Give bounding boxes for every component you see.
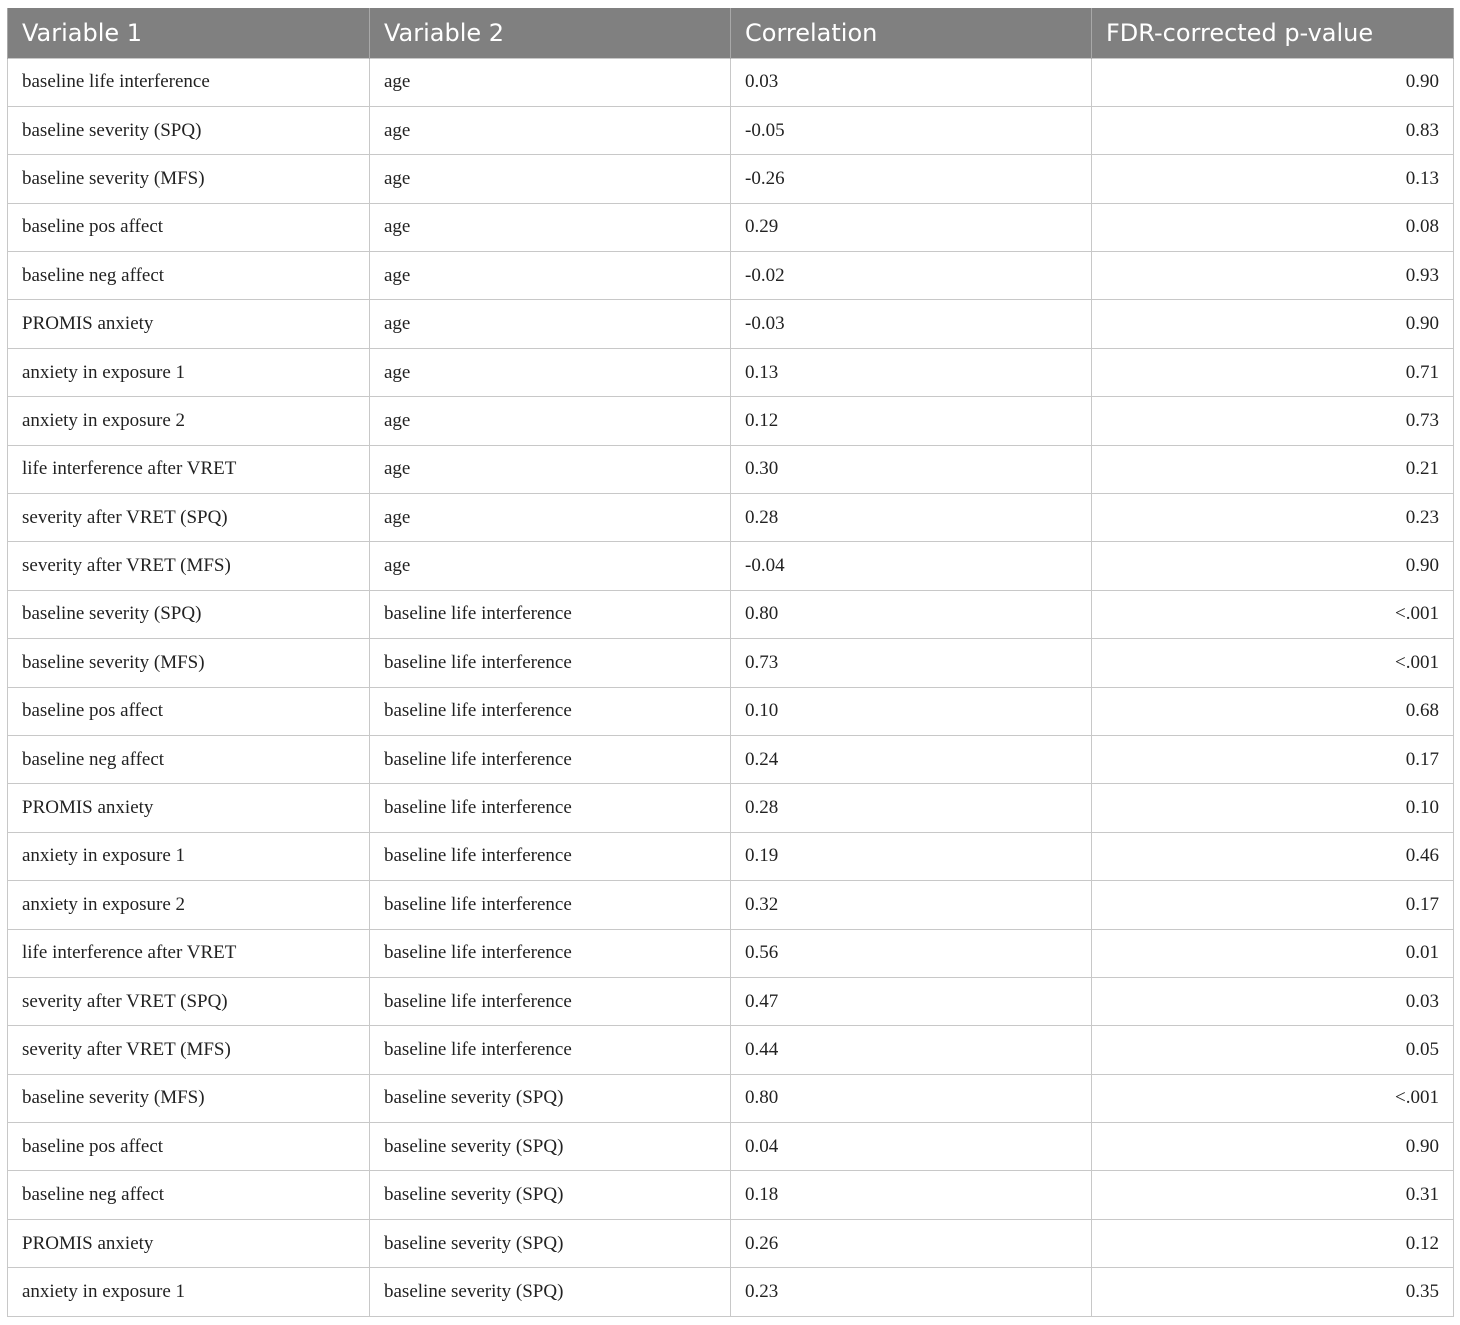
table-row xyxy=(8,252,1454,300)
p-value-cell: 0.90 xyxy=(1092,542,1454,590)
table-header xyxy=(8,8,1454,58)
table-body xyxy=(8,58,1454,1316)
header-correlation: Correlation xyxy=(731,8,1092,58)
p-value-cell: 0.17 xyxy=(1092,881,1454,929)
correlation-cell: -0.03 xyxy=(731,300,1092,348)
table-row xyxy=(8,639,1454,687)
variable-2-cell: baseline severity (SPQ) xyxy=(370,1268,731,1316)
table-row xyxy=(8,1123,1454,1171)
header-variable-1: Variable 1 xyxy=(8,8,370,58)
variable-1-cell: baseline pos affect xyxy=(8,687,370,735)
p-value-cell: 0.73 xyxy=(1092,397,1454,445)
table-row xyxy=(8,1171,1454,1219)
variable-1-cell: PROMIS anxiety xyxy=(8,300,370,348)
p-value-cell: 0.17 xyxy=(1092,735,1454,783)
p-value-cell: 0.71 xyxy=(1092,348,1454,396)
p-value-cell: <.001 xyxy=(1092,639,1454,687)
variable-1-cell: life interference after VRET xyxy=(8,445,370,493)
correlation-cell: -0.04 xyxy=(731,542,1092,590)
variable-2-cell: age xyxy=(370,397,731,445)
variable-1-cell: baseline severity (MFS) xyxy=(8,1074,370,1122)
variable-1-cell: anxiety in exposure 1 xyxy=(8,348,370,396)
variable-2-cell: baseline life interference xyxy=(370,977,731,1025)
variable-2-cell: age xyxy=(370,348,731,396)
table-row xyxy=(8,735,1454,783)
header-fdr-p-value: FDR-corrected p-value xyxy=(1092,8,1454,58)
variable-1-cell: PROMIS anxiety xyxy=(8,1219,370,1267)
variable-2-cell: age xyxy=(370,58,731,106)
p-value-cell: 0.31 xyxy=(1092,1171,1454,1219)
variable-2-cell: age xyxy=(370,494,731,542)
variable-2-cell: baseline life interference xyxy=(370,639,731,687)
p-value-cell: 0.35 xyxy=(1092,1268,1454,1316)
table-row xyxy=(8,58,1454,106)
variable-2-cell: age xyxy=(370,252,731,300)
variable-2-cell: baseline life interference xyxy=(370,590,731,638)
p-value-cell: 0.90 xyxy=(1092,300,1454,348)
p-value-cell: 0.08 xyxy=(1092,203,1454,251)
variable-1-cell: severity after VRET (MFS) xyxy=(8,1026,370,1074)
variable-2-cell: age xyxy=(370,445,731,493)
p-value-cell: 0.21 xyxy=(1092,445,1454,493)
correlation-cell: -0.26 xyxy=(731,155,1092,203)
correlation-cell: 0.30 xyxy=(731,445,1092,493)
variable-2-cell: baseline severity (SPQ) xyxy=(370,1171,731,1219)
variable-2-cell: baseline life interference xyxy=(370,687,731,735)
p-value-cell: 0.03 xyxy=(1092,977,1454,1025)
table-row xyxy=(8,155,1454,203)
p-value-cell: <.001 xyxy=(1092,590,1454,638)
variable-2-cell: baseline life interference xyxy=(370,1026,731,1074)
correlation-cell: 0.10 xyxy=(731,687,1092,735)
table-row xyxy=(8,300,1454,348)
table-row xyxy=(8,203,1454,251)
variable-1-cell: anxiety in exposure 1 xyxy=(8,832,370,880)
variable-1-cell: severity after VRET (SPQ) xyxy=(8,494,370,542)
table-row xyxy=(8,881,1454,929)
table-row xyxy=(8,1026,1454,1074)
variable-2-cell: age xyxy=(370,300,731,348)
p-value-cell: 0.12 xyxy=(1092,1219,1454,1267)
correlation-cell: 0.29 xyxy=(731,203,1092,251)
p-value-cell: 0.23 xyxy=(1092,494,1454,542)
variable-2-cell: baseline life interference xyxy=(370,735,731,783)
variable-1-cell: baseline pos affect xyxy=(8,203,370,251)
variable-2-cell: age xyxy=(370,155,731,203)
table-row xyxy=(8,106,1454,154)
variable-1-cell: baseline severity (SPQ) xyxy=(8,106,370,154)
correlation-cell: 0.47 xyxy=(731,977,1092,1025)
correlation-cell: 0.80 xyxy=(731,1074,1092,1122)
variable-2-cell: age xyxy=(370,542,731,590)
variable-1-cell: severity after VRET (MFS) xyxy=(8,542,370,590)
header-variable-2: Variable 2 xyxy=(370,8,731,58)
correlation-cell: 0.24 xyxy=(731,735,1092,783)
table-row xyxy=(8,494,1454,542)
p-value-cell: 0.90 xyxy=(1092,1123,1454,1171)
correlation-cell: 0.13 xyxy=(731,348,1092,396)
table-row xyxy=(8,590,1454,638)
header-row xyxy=(8,8,1454,58)
correlation-cell: 0.32 xyxy=(731,881,1092,929)
table-row xyxy=(8,542,1454,590)
variable-2-cell: baseline life interference xyxy=(370,832,731,880)
variable-1-cell: baseline severity (SPQ) xyxy=(8,590,370,638)
correlation-cell: 0.19 xyxy=(731,832,1092,880)
correlation-cell: -0.05 xyxy=(731,106,1092,154)
p-value-cell: 0.10 xyxy=(1092,784,1454,832)
correlation-cell: 0.04 xyxy=(731,1123,1092,1171)
correlation-cell: 0.12 xyxy=(731,397,1092,445)
variable-1-cell: baseline severity (MFS) xyxy=(8,155,370,203)
p-value-cell: 0.93 xyxy=(1092,252,1454,300)
table-row xyxy=(8,929,1454,977)
variable-2-cell: baseline life interference xyxy=(370,929,731,977)
p-value-cell: 0.68 xyxy=(1092,687,1454,735)
table-row xyxy=(8,1219,1454,1267)
correlation-table-container xyxy=(7,8,1453,1317)
correlation-cell: 0.23 xyxy=(731,1268,1092,1316)
variable-1-cell: baseline life interference xyxy=(8,58,370,106)
table-row xyxy=(8,977,1454,1025)
variable-1-cell: life interference after VRET xyxy=(8,929,370,977)
correlation-cell: 0.56 xyxy=(731,929,1092,977)
variable-2-cell: baseline life interference xyxy=(370,881,731,929)
correlation-cell: 0.18 xyxy=(731,1171,1092,1219)
variable-2-cell: age xyxy=(370,106,731,154)
variable-2-cell: baseline severity (SPQ) xyxy=(370,1074,731,1122)
table-row xyxy=(8,397,1454,445)
correlation-cell: 0.28 xyxy=(731,784,1092,832)
correlation-cell: 0.28 xyxy=(731,494,1092,542)
table-row xyxy=(8,832,1454,880)
correlation-table xyxy=(7,8,1454,1317)
table-row xyxy=(8,445,1454,493)
correlation-cell: -0.02 xyxy=(731,252,1092,300)
p-value-cell: 0.13 xyxy=(1092,155,1454,203)
p-value-cell: 0.01 xyxy=(1092,929,1454,977)
variable-1-cell: baseline severity (MFS) xyxy=(8,639,370,687)
table-row xyxy=(8,784,1454,832)
correlation-cell: 0.80 xyxy=(731,590,1092,638)
variable-1-cell: anxiety in exposure 2 xyxy=(8,397,370,445)
variable-1-cell: anxiety in exposure 1 xyxy=(8,1268,370,1316)
variable-2-cell: baseline severity (SPQ) xyxy=(370,1123,731,1171)
correlation-cell: 0.44 xyxy=(731,1026,1092,1074)
table-row xyxy=(8,687,1454,735)
variable-2-cell: baseline life interference xyxy=(370,784,731,832)
p-value-cell: 0.46 xyxy=(1092,832,1454,880)
p-value-cell: 0.90 xyxy=(1092,58,1454,106)
variable-1-cell: severity after VRET (SPQ) xyxy=(8,977,370,1025)
table-row xyxy=(8,1074,1454,1122)
correlation-cell: 0.26 xyxy=(731,1219,1092,1267)
variable-1-cell: baseline neg affect xyxy=(8,735,370,783)
table-row xyxy=(8,1268,1454,1316)
variable-1-cell: baseline neg affect xyxy=(8,1171,370,1219)
p-value-cell: 0.05 xyxy=(1092,1026,1454,1074)
variable-1-cell: PROMIS anxiety xyxy=(8,784,370,832)
variable-2-cell: age xyxy=(370,203,731,251)
correlation-cell: 0.03 xyxy=(731,58,1092,106)
correlation-cell: 0.73 xyxy=(731,639,1092,687)
p-value-cell: <.001 xyxy=(1092,1074,1454,1122)
table-row xyxy=(8,348,1454,396)
variable-1-cell: anxiety in exposure 2 xyxy=(8,881,370,929)
variable-2-cell: baseline severity (SPQ) xyxy=(370,1219,731,1267)
variable-1-cell: baseline neg affect xyxy=(8,252,370,300)
variable-1-cell: baseline pos affect xyxy=(8,1123,370,1171)
p-value-cell: 0.83 xyxy=(1092,106,1454,154)
